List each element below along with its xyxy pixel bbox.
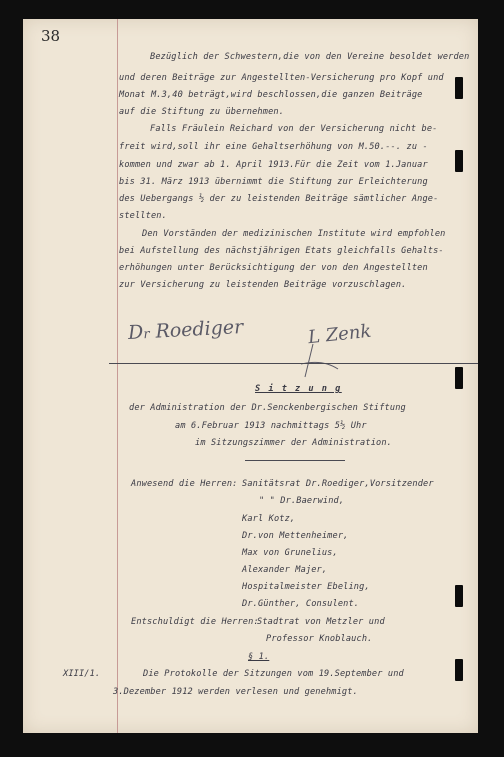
index-tab [455, 585, 463, 607]
index-tab [455, 367, 463, 389]
text-line: Die Protokolle der Sitzungen vom 19.September und [143, 669, 404, 679]
text-line: auf die Stiftung zu übernehmen. [119, 107, 285, 117]
meeting-underline [245, 460, 345, 461]
excused-member: Professor Knoblauch. [266, 634, 373, 644]
attendee: Sanitätsrat Dr.Roediger,Vorsitzender [242, 479, 434, 489]
text-line: des Uebergangs ½ der zu leistenden Beiträge sämtlicher Ange- [119, 194, 439, 204]
index-tab [455, 150, 463, 172]
attendee: Hospitalmeister Ebeling, [242, 582, 370, 592]
excused-member: Stadtrat von Metzler und [257, 617, 385, 627]
index-tab [455, 77, 463, 99]
index-tab [455, 659, 463, 681]
text-line: stellten. [119, 211, 167, 221]
text-line: Bezüglich der Schwestern,die von den Vereine besoldet werden [150, 52, 470, 62]
meeting-line: am 6.Februar 1913 nachmittags 5½ Uhr [175, 421, 367, 431]
page-number: 38 [41, 27, 61, 45]
text-line: freit wird,soll ihr eine Gehaltserhöhung von M.50.--. zu - [119, 142, 428, 152]
text-line: bei Aufstellung des nächstjährigen Etats gleichfalls Gehalts- [119, 246, 444, 256]
text-line: erhöhungen unter Berücksichtigung der von den Angestellten [119, 263, 428, 273]
margin-rule [117, 19, 118, 733]
meeting-heading: S i t z u n g [255, 384, 342, 394]
signature-roediger: Dr Roediger [127, 316, 244, 344]
section-mark: § 1. [248, 652, 270, 662]
attendee: " " Dr.Baerwind, [259, 496, 345, 506]
attendee: Max von Grunelius, [242, 548, 338, 558]
section-divider [109, 363, 478, 364]
excused-intro: Entschuldigt die Herren: [131, 617, 259, 627]
attendee: Dr.von Mettenheimer, [242, 531, 349, 541]
margin-reference: XIII/1. [63, 669, 101, 679]
attendee: Dr.Günther, Consulent. [242, 599, 360, 609]
signature-zenk: L Zenk [307, 320, 373, 349]
meeting-line: im Sitzungszimmer der Administration. [195, 438, 392, 448]
attendees-intro: Anwesend die Herren: [131, 479, 238, 489]
signature-flourish [283, 339, 343, 379]
text-line: Falls Fräulein Reichard von der Versicherung nicht be- [150, 124, 438, 134]
text-line: und deren Beiträge zur Angestellten-Versicherung pro Kopf und [119, 73, 444, 83]
document-page [23, 19, 478, 733]
text-line: Den Vorständen der medizinischen Institute wird empfohlen [142, 229, 446, 239]
attendee: Alexander Majer, [242, 565, 328, 575]
text-line: zur Versicherung zu leistenden Beiträge vorzuschlagen. [119, 280, 407, 290]
text-line: Monat M.3,40 beträgt,wird beschlossen,die ganzen Beiträge [119, 90, 423, 100]
text-line: kommen und zwar ab 1. April 1913.Für die Zeit vom 1.Januar [119, 160, 428, 170]
meeting-line: der Administration der Dr.Senckenbergischen Stiftung [129, 403, 406, 413]
text-line: bis 31. März 1913 übernimmt die Stiftung zur Erleichterung [119, 177, 428, 187]
text-line: 3.Dezember 1912 werden verlesen und genehmigt. [113, 687, 358, 697]
attendee: Karl Kotz, [242, 514, 296, 524]
